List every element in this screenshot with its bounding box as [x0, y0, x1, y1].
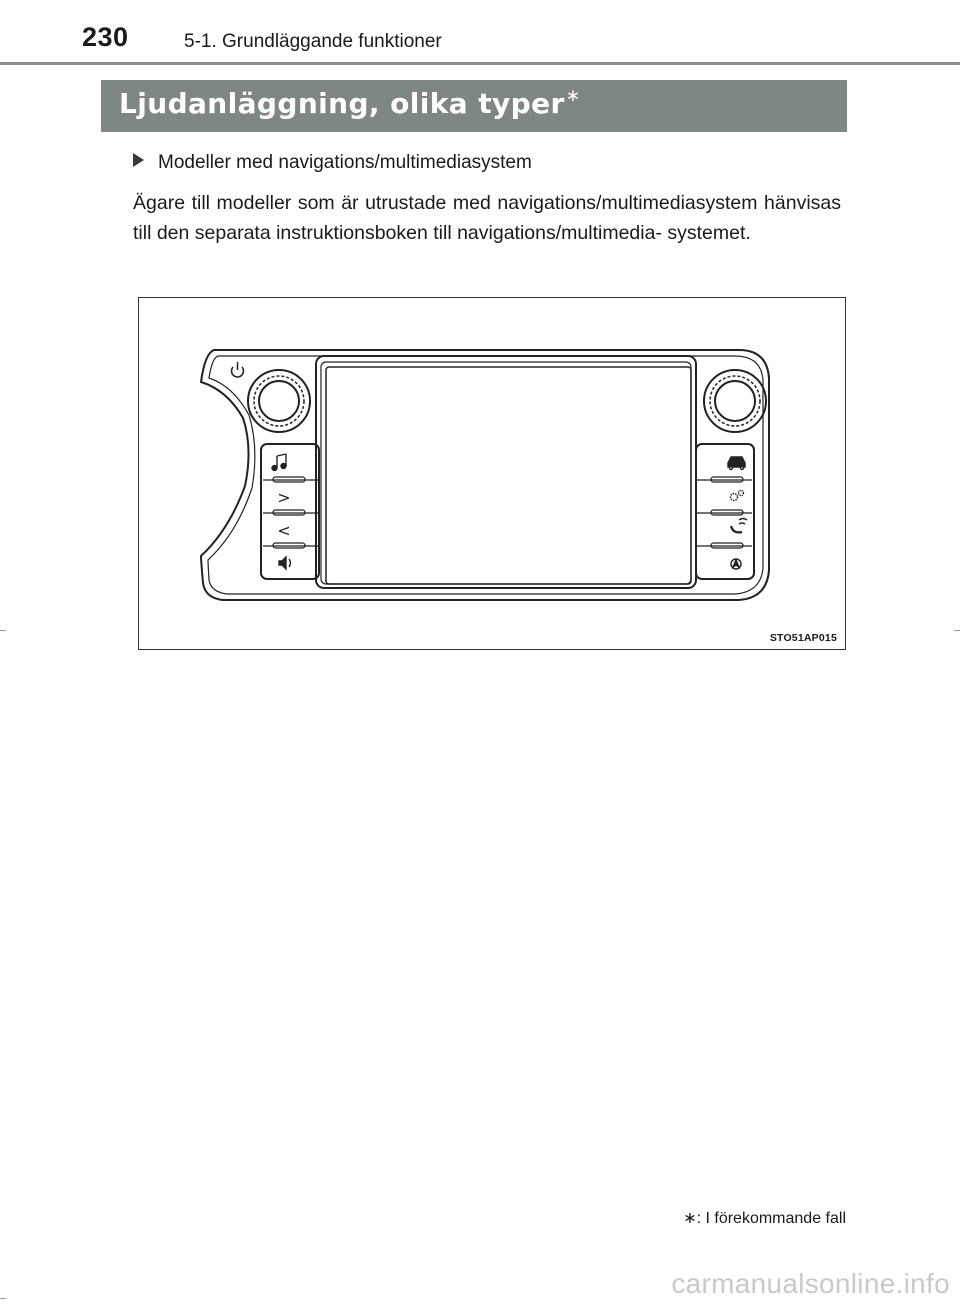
- music-note-icon[interactable]: [272, 454, 286, 471]
- bullet-item: [133, 152, 532, 174]
- left-knob-inner: [259, 381, 299, 421]
- crop-tick: [0, 1298, 6, 1299]
- audio-system-figure: [138, 297, 846, 650]
- previous-icon[interactable]: <: [277, 521, 291, 540]
- right-knob-outer: [704, 370, 766, 432]
- screen-bezel: [316, 356, 696, 588]
- sound-icon[interactable]: [279, 557, 291, 569]
- triangle-bullet-icon: [133, 153, 144, 167]
- bullet-text: Modeller med navigations/multimediasystem: [158, 152, 532, 173]
- screen-bezel-inner: [321, 362, 691, 584]
- unit-outline-inner: [208, 356, 763, 594]
- section-title-bar: [101, 80, 847, 132]
- section-title-mark: ∗: [565, 86, 581, 106]
- figure-code: STO51AP015: [769, 632, 837, 644]
- section-title: [119, 86, 580, 120]
- watermark: carmanualsonline.info: [671, 1268, 950, 1299]
- section-title-text: Ljudanläggning, olika typer: [119, 87, 565, 120]
- navigation-icon[interactable]: [731, 559, 741, 569]
- left-button-panel: [261, 444, 319, 579]
- phone-icon[interactable]: [731, 519, 747, 533]
- left-knob-ring: [254, 376, 304, 426]
- left-knob-outer: [248, 370, 310, 432]
- right-knob-inner: [715, 381, 755, 421]
- body-paragraph: Ägare till modeller som är utrustade med navigations/multimediasystem hänvisas till den separata instruktionsboken till navigations/multimedia- systemet.: [133, 192, 841, 244]
- header-divider: [0, 62, 960, 65]
- right-knob-ring: [710, 376, 760, 426]
- footnote-mark: ∗: [683, 1210, 697, 1227]
- head-unit-illustration: [139, 298, 847, 651]
- screen: [326, 367, 691, 584]
- settings-icon[interactable]: [731, 491, 744, 501]
- footnote: [683, 1208, 846, 1228]
- next-icon[interactable]: >: [277, 488, 291, 507]
- crop-tick: [0, 630, 6, 631]
- footnote-text: : I förekommande fall: [696, 1210, 846, 1227]
- car-icon[interactable]: [728, 457, 745, 470]
- section-path: 5-1. Grundläggande funktioner: [184, 31, 442, 52]
- crop-tick: [954, 630, 960, 631]
- page-number: 230: [82, 22, 129, 52]
